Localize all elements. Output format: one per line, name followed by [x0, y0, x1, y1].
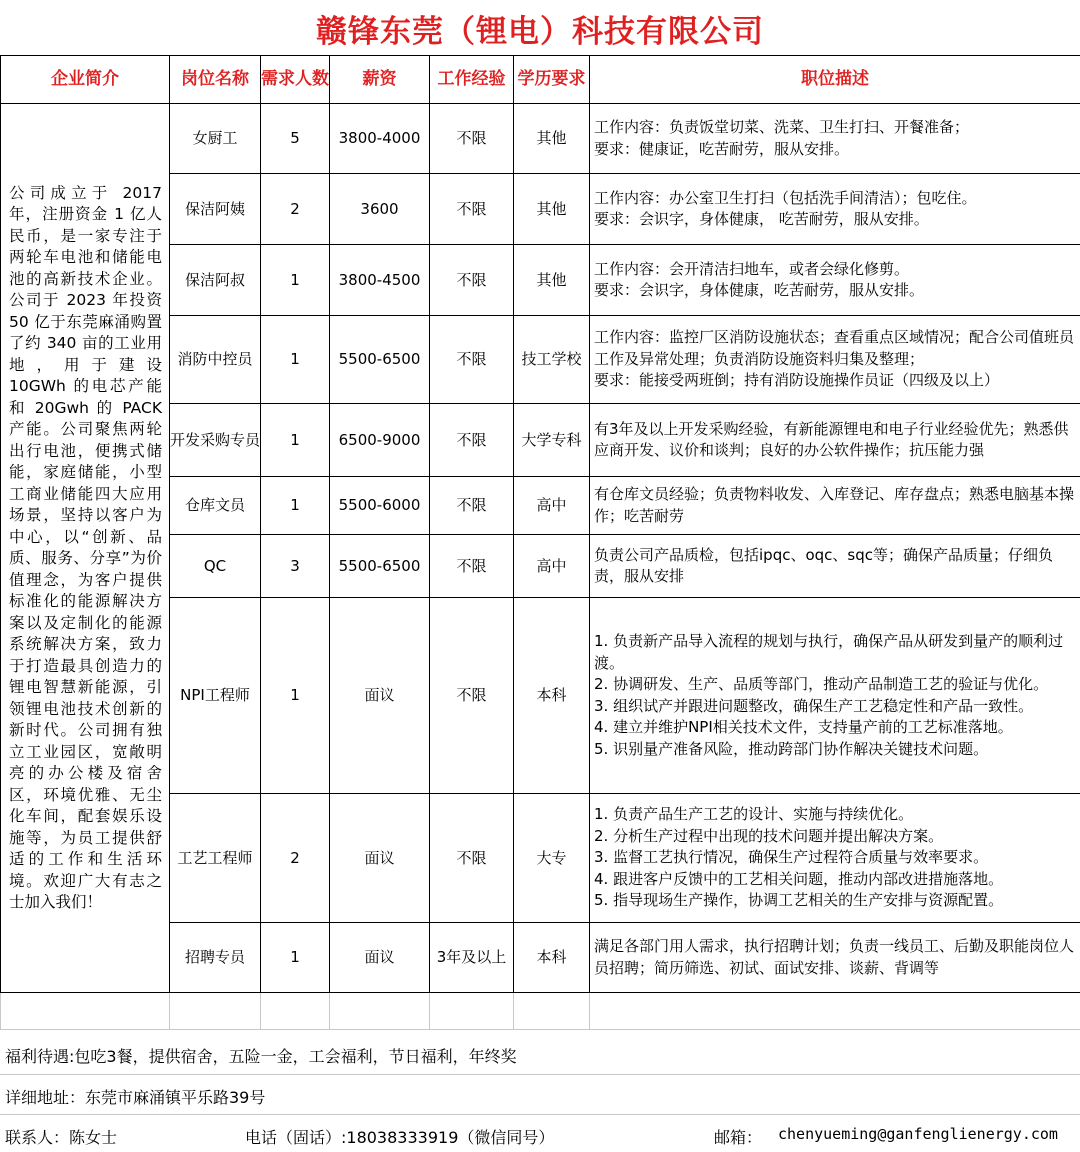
description-line: 负责公司产品质检，包括ipqc、oqc、sqc等；确保产品质量；仔细负责，服从安排: [594, 545, 1053, 585]
description-line: 工作内容：监控厂区消防设施状态；查看重点区域情况；配合公司值班员工作及异常处理；负责消防设施资料归集及整理；: [594, 328, 1075, 368]
cell-description: [590, 598, 1080, 794]
cell-description: [590, 104, 1080, 174]
page-title: 赣锋东莞（锂电）科技有限公司: [316, 13, 764, 50]
cell-description: [590, 923, 1080, 993]
cell-position: NPI工程师: [170, 598, 261, 794]
empty-row: [1, 993, 1080, 1030]
cell-experience: 不限: [430, 104, 514, 174]
description-line: 4. 跟进客户反馈中的工艺相关问题，推动内部改进措施落地。: [594, 869, 1004, 888]
cell-description: [590, 535, 1080, 598]
table-header-row: [1, 56, 1080, 104]
cell-position: 保洁阿姨: [170, 174, 261, 245]
cell-position: 保洁阿叔: [170, 245, 261, 316]
company-intro: 公司成立于 2017 年，注册资金 1 亿人民币，是一家专注于两轮车电池和储能电池的高新技术企业。公司于 2023 年投资 50 亿于东莞麻涌购置了约 340 亩的工业用地，用于建设 10GWh 的电芯产能和 20Gwh 的 PACK 产能。公司聚焦两轮出行电池，便携式储能，家庭储能，小型工商业储能四大应用场景，坚持以客户为中心，以“创新、品质、服务、分享”为价值理念，为客户提供标准化的能源解决方案以及定制化的能源系统解决方案，致力于打造最具创造力的锂电智慧新能源，引领锂电池技术创新的新时代。公司拥有独立工业园区，宽敞明亮的办公楼及宿舍区，环境优雅、无尘化车间，配套娱乐设施等，为员工提供舒适的工作和生活环境。欢迎广大有志之士加入我们！: [1, 104, 170, 993]
cell-salary: 面议: [330, 598, 430, 794]
description-line: 要求：会识字，身体健康， 吃苦耐劳，服从安排。: [594, 210, 929, 228]
description-line: 3. 监督工艺执行情况，确保生产过程符合质量与效率要求。: [594, 848, 989, 867]
empty-cell: [590, 993, 1080, 1030]
empty-cell: [170, 993, 261, 1030]
divider: [0, 1114, 1080, 1115]
cell-education: 技工学校: [514, 316, 590, 404]
address-text: 详细地址：东莞市麻涌镇平乐路39号: [5, 1088, 266, 1107]
description-line: 工作内容：办公室卫生打扫（包括洗手间清洁）；包吃住。: [594, 188, 977, 207]
header-count: 需求人数: [261, 56, 330, 104]
cell-count: 1: [261, 245, 330, 316]
description-line: 5. 指导现场生产操作，协调工艺相关的生产安排与资源配置。: [594, 891, 1004, 910]
cell-education: 其他: [514, 104, 590, 174]
cell-education: 本科: [514, 923, 590, 993]
cell-experience: 不限: [430, 404, 514, 477]
cell-education: 本科: [514, 598, 590, 794]
cell-experience: 不限: [430, 477, 514, 535]
description-line: 要求：会识字，身体健康，吃苦耐劳，服从安排。: [594, 281, 925, 299]
description-line: 工作内容：会开清洁扫地车，或者会绿化修剪。: [594, 259, 910, 278]
benefits-text: 福利待遇:包吃3餐，提供宿舍，五险一金，工会福利，节日福利，年终奖: [5, 1047, 517, 1066]
contact-email[interactable]: chenyueming@ganfenglienergy.com: [778, 1125, 1058, 1143]
cell-education: 高中: [514, 535, 590, 598]
description-line: 要求：健康证，吃苦耐劳，服从安排。: [594, 139, 850, 158]
description-line: 1. 负责新产品导入流程的规划与执行，确保产品从研发到量产的顺利过渡。: [594, 632, 1064, 672]
empty-cell: [1, 993, 170, 1030]
cell-experience: 不限: [430, 316, 514, 404]
cell-experience: 3年及以上: [430, 923, 514, 993]
cell-education: 其他: [514, 245, 590, 316]
description-line: 要求：能接受两班倒；持有消防设施操作员证（四级及以上）: [594, 371, 1000, 390]
cell-description: [590, 174, 1080, 245]
cell-count: 2: [261, 174, 330, 245]
header-salary: 薪资: [330, 56, 430, 104]
description-line: 5. 识别量产准备风险，推动跨部门协作解决关键技术问题。: [594, 739, 989, 758]
cell-experience: 不限: [430, 598, 514, 794]
contact-phone: 电话（固话）:18038333919（微信同号）: [245, 1128, 555, 1147]
cell-experience: 不限: [430, 245, 514, 316]
empty-cell: [261, 993, 330, 1030]
cell-position: 消防中控员: [170, 316, 261, 404]
contact-row: [0, 1125, 1080, 1147]
cell-position: QC: [170, 535, 261, 598]
description-line: 2. 协调研发、生产、品质等部门，推动产品制造工艺的验证与优化。: [594, 675, 1049, 693]
description-line: 4. 建立并维护NPI相关技术文件，支持量产前的工艺标准落地。: [594, 718, 1013, 736]
header-intro: 企业简介: [1, 56, 170, 104]
cell-education: 大专: [514, 794, 590, 923]
cell-count: 1: [261, 404, 330, 477]
cell-education: 高中: [514, 477, 590, 535]
description-line: 3. 组织试产并跟进问题整改，确保生产工艺稳定性和产品一致性。: [594, 696, 1034, 715]
empty-cell: [514, 993, 590, 1030]
description-line: 有3年及以上开发采购经验，有新能源锂电和电子行业经验优先；熟悉供应商开发、议价和谈判；良好的办公软件操作；抗压能力强: [594, 419, 1069, 459]
cell-salary: 6500-9000: [330, 404, 430, 477]
cell-experience: 不限: [430, 535, 514, 598]
cell-salary: 3800-4000: [330, 104, 430, 174]
cell-position: 工艺工程师: [170, 794, 261, 923]
cell-salary: 5500-6500: [330, 316, 430, 404]
jobs-table: [0, 55, 1080, 1030]
table-row: [1, 104, 1080, 174]
cell-count: 1: [261, 923, 330, 993]
cell-count: 5: [261, 104, 330, 174]
cell-position: 开发采购专员: [170, 404, 261, 477]
cell-description: [590, 245, 1080, 316]
empty-cell: [430, 993, 514, 1030]
cell-salary: 3600: [330, 174, 430, 245]
cell-education: 大学专科: [514, 404, 590, 477]
cell-count: 1: [261, 598, 330, 794]
header-experience: 工作经验: [430, 56, 514, 104]
empty-cell: [330, 993, 430, 1030]
cell-position: 招聘专员: [170, 923, 261, 993]
cell-salary: 5500-6500: [330, 535, 430, 598]
cell-salary: 5500-6000: [330, 477, 430, 535]
description-line: 2. 分析生产过程中出现的技术问题并提出解决方案。: [594, 826, 944, 845]
cell-count: 3: [261, 535, 330, 598]
header-position: 岗位名称: [170, 56, 261, 104]
description-line: 1. 负责产品生产工艺的设计、实施与持续优化。: [594, 805, 914, 824]
cell-experience: 不限: [430, 174, 514, 245]
cell-count: 1: [261, 477, 330, 535]
cell-experience: 不限: [430, 794, 514, 923]
cell-description: [590, 477, 1080, 535]
cell-salary: 面议: [330, 794, 430, 923]
cell-position: 女厨工: [170, 104, 261, 174]
header-education: 学历要求: [514, 56, 590, 104]
description-line: 工作内容：负责饭堂切菜、洗菜、卫生打扫、开餐准备；: [594, 118, 970, 136]
cell-position: 仓库文员: [170, 477, 261, 535]
cell-description: [590, 316, 1080, 404]
header-description: 职位描述: [590, 56, 1080, 104]
description-line: 有仓库文员经验；负责物料收发、入库登记、库存盘点；熟悉电脑基本操作；吃苦耐劳: [594, 485, 1075, 525]
cell-salary: 面议: [330, 923, 430, 993]
cell-description: [590, 794, 1080, 923]
cell-count: 1: [261, 316, 330, 404]
cell-education: 其他: [514, 174, 590, 245]
contact-person: 联系人：陈女士: [5, 1128, 118, 1147]
cell-description: [590, 404, 1080, 477]
email-label: 邮箱：: [714, 1128, 763, 1147]
description-line: 满足各部门用人需求，执行招聘计划；负责一线员工、后勤及职能岗位人员招聘；简历筛选、初试、面试安排、谈薪、背调等: [594, 937, 1075, 977]
cell-salary: 3800-4500: [330, 245, 430, 316]
divider: [0, 1074, 1080, 1075]
cell-count: 2: [261, 794, 330, 923]
